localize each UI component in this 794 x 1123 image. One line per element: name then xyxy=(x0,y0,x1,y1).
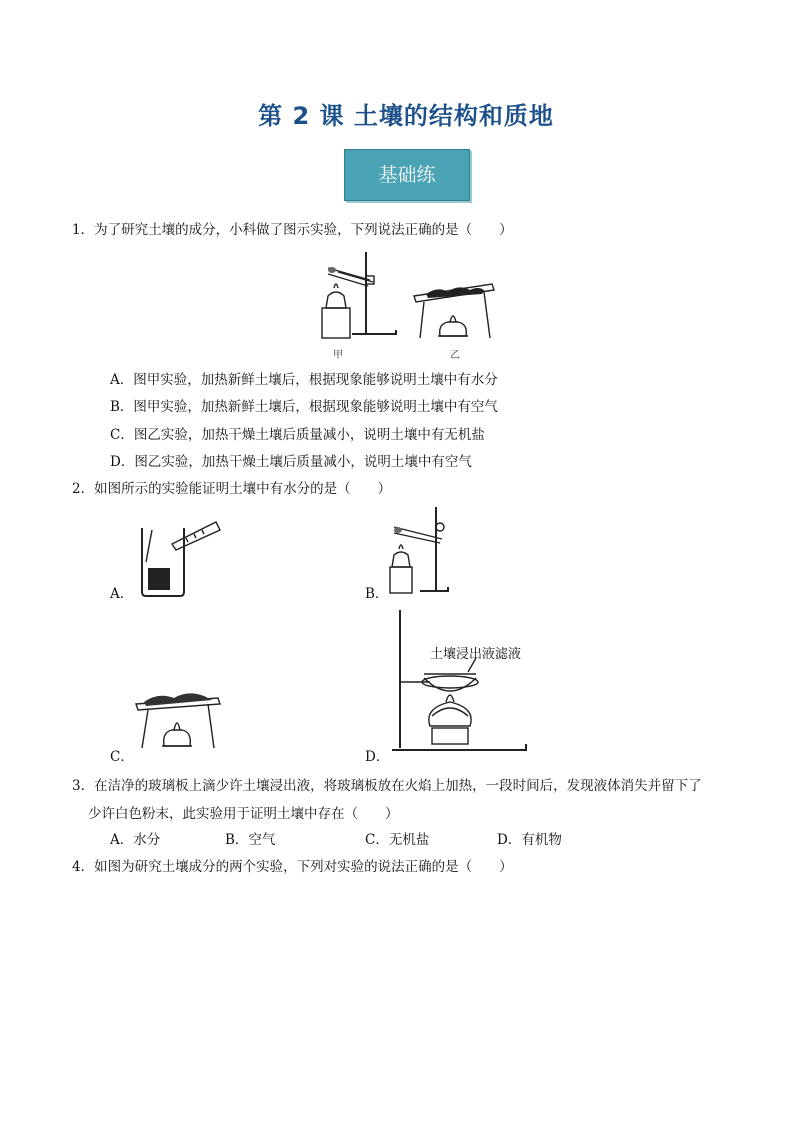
question-3-stem-line1: 3．在洁净的玻璃板上滴少许土壤浸出液，将玻璃板放在火焰上加热，一段时间后，发现液体消失并留下了 xyxy=(72,778,702,794)
q2-figure-b xyxy=(386,505,456,597)
q3-option-c[interactable]: C．无机盐 xyxy=(365,832,430,848)
q2-label-a[interactable]: A． xyxy=(110,586,134,602)
q3-option-d[interactable]: D．有机物 xyxy=(497,832,562,848)
q3-option-a[interactable]: A．水分 xyxy=(110,832,161,848)
question-1-stem: 1．为了研究土壤的成分，小科做了图示实验，下列说法正确的是（ ） xyxy=(72,222,513,238)
q1-option-d[interactable]: D．图乙实验，加热干燥土壤后质量减小，说明土壤中有空气 xyxy=(110,454,472,470)
q1-option-b[interactable]: B．图甲实验，加热新鲜土壤后，根据现象能够说明土壤中有空气 xyxy=(110,399,498,415)
q2-label-c[interactable]: C． xyxy=(110,749,134,765)
q1-figure-yi xyxy=(412,280,497,342)
figure-label-yi: 乙 xyxy=(450,350,460,361)
question-2-stem: 2．如图所示的实验能证明土壤中有水分的是（ ） xyxy=(72,481,392,497)
q2-figure-d-callout: 土壤浸出液滤液 xyxy=(430,647,522,662)
section-badge: 基础练 xyxy=(344,149,470,201)
q2-label-b[interactable]: B． xyxy=(365,586,389,602)
q2-figure-c xyxy=(134,686,222,752)
q3-option-b[interactable]: B．空气 xyxy=(225,832,276,848)
q1-figure-jia xyxy=(318,250,408,342)
q2-figure-d xyxy=(390,608,530,758)
q1-option-a[interactable]: A．图甲实验，加热新鲜土壤后，根据现象能够说明土壤中有水分 xyxy=(110,372,498,388)
figure-label-jia: 甲 xyxy=(333,350,343,361)
question-4-stem: 4．如图为研究土壤成分的两个实验，下列对实验的说法正确的是（ ） xyxy=(72,859,513,875)
q2-label-d[interactable]: D． xyxy=(365,749,390,765)
question-3-stem-line2: 少许白色粉末，此实验用于证明土壤中存在（ ） xyxy=(88,806,399,822)
q1-option-c[interactable]: C．图乙实验，加热干燥土壤后质量减小，说明土壤中有无机盐 xyxy=(110,427,485,443)
q2-figure-a xyxy=(132,518,222,598)
page-title: 第 2 课 土壤的结构和质地 xyxy=(258,102,554,130)
